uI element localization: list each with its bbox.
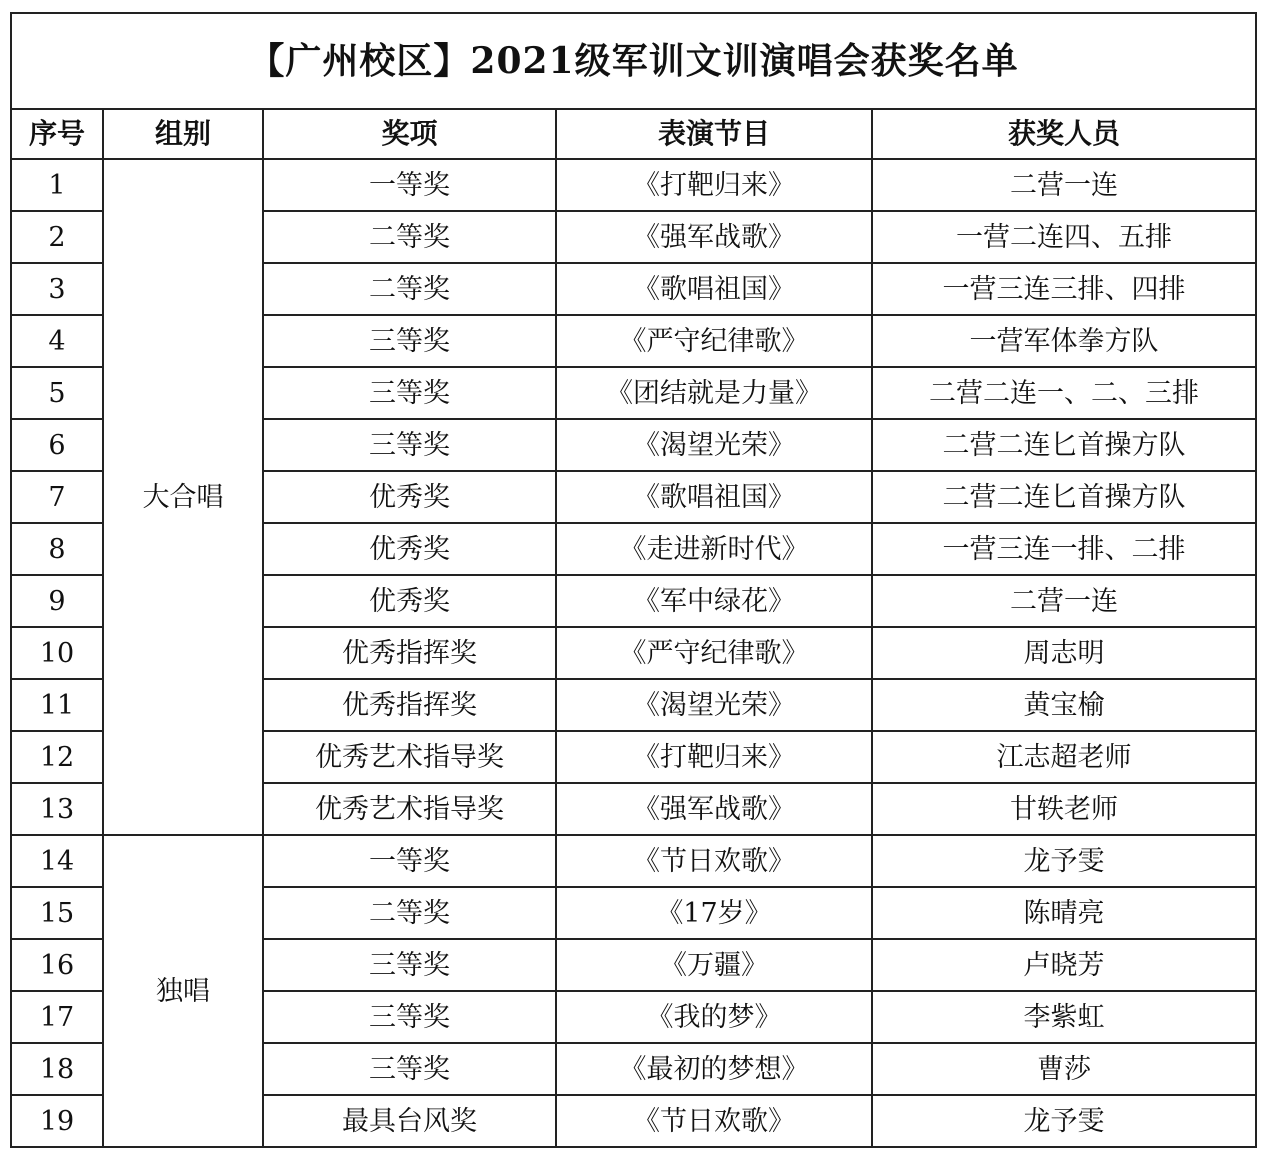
cell-winner: 二营一连 <box>872 159 1256 211</box>
cell-program: 《打靶归来》 <box>556 731 872 783</box>
cell-winner: 龙予雯 <box>872 1095 1256 1147</box>
cell-seq: 1 <box>11 159 103 211</box>
cell-award: 优秀指挥奖 <box>263 679 556 731</box>
cell-winner: 李紫虹 <box>872 991 1256 1043</box>
cell-winner: 周志明 <box>872 627 1256 679</box>
award-table <box>10 12 1257 1148</box>
header-program: 表演节目 <box>556 109 872 159</box>
table-title: 【广州校区】2021级军训文训演唱会获奖名单 <box>11 13 1256 109</box>
cell-winner: 江志超老师 <box>872 731 1256 783</box>
cell-program: 《节日欢歌》 <box>556 1095 872 1147</box>
cell-program: 《严守纪律歌》 <box>556 315 872 367</box>
cell-award: 最具台风奖 <box>263 1095 556 1147</box>
cell-award: 三等奖 <box>263 419 556 471</box>
cell-seq: 15 <box>11 887 103 939</box>
cell-group: 独唱 <box>103 835 263 1147</box>
cell-program: 《严守纪律歌》 <box>556 627 872 679</box>
cell-award: 三等奖 <box>263 991 556 1043</box>
cell-program: 《17岁》 <box>556 887 872 939</box>
cell-winner: 二营一连 <box>872 575 1256 627</box>
cell-winner: 一营军体拳方队 <box>872 315 1256 367</box>
cell-program: 《强军战歌》 <box>556 783 872 835</box>
cell-program: 《军中绿花》 <box>556 575 872 627</box>
cell-seq: 10 <box>11 627 103 679</box>
award-list-sheet <box>10 12 1255 1148</box>
cell-winner: 龙予雯 <box>872 835 1256 887</box>
cell-award: 二等奖 <box>263 263 556 315</box>
cell-award: 三等奖 <box>263 315 556 367</box>
cell-seq: 8 <box>11 523 103 575</box>
cell-seq: 18 <box>11 1043 103 1095</box>
table-row <box>11 835 1256 887</box>
cell-award: 二等奖 <box>263 211 556 263</box>
cell-award: 一等奖 <box>263 835 556 887</box>
cell-program: 《我的梦》 <box>556 991 872 1043</box>
cell-program: 《歌唱祖国》 <box>556 471 872 523</box>
cell-seq: 9 <box>11 575 103 627</box>
cell-program: 《最初的梦想》 <box>556 1043 872 1095</box>
cell-seq: 7 <box>11 471 103 523</box>
cell-seq: 14 <box>11 835 103 887</box>
cell-program: 《节日欢歌》 <box>556 835 872 887</box>
cell-winner: 一营三连一排、二排 <box>872 523 1256 575</box>
cell-seq: 5 <box>11 367 103 419</box>
cell-winner: 二营二连匕首操方队 <box>872 471 1256 523</box>
cell-program: 《打靶归来》 <box>556 159 872 211</box>
cell-program: 《团结就是力量》 <box>556 367 872 419</box>
header-winner: 获奖人员 <box>872 109 1256 159</box>
cell-seq: 3 <box>11 263 103 315</box>
header-award: 奖项 <box>263 109 556 159</box>
cell-award: 三等奖 <box>263 1043 556 1095</box>
table-row <box>11 159 1256 211</box>
cell-seq: 6 <box>11 419 103 471</box>
header-group: 组别 <box>103 109 263 159</box>
cell-group: 大合唱 <box>103 159 263 835</box>
cell-seq: 17 <box>11 991 103 1043</box>
cell-winner: 二营二连匕首操方队 <box>872 419 1256 471</box>
cell-award: 优秀奖 <box>263 471 556 523</box>
cell-program: 《万疆》 <box>556 939 872 991</box>
cell-seq: 12 <box>11 731 103 783</box>
cell-program: 《走进新时代》 <box>556 523 872 575</box>
cell-seq: 16 <box>11 939 103 991</box>
cell-seq: 4 <box>11 315 103 367</box>
cell-seq: 19 <box>11 1095 103 1147</box>
cell-program: 《渴望光荣》 <box>556 419 872 471</box>
cell-seq: 2 <box>11 211 103 263</box>
cell-award: 优秀奖 <box>263 575 556 627</box>
header-seq: 序号 <box>11 109 103 159</box>
cell-winner: 一营二连四、五排 <box>872 211 1256 263</box>
cell-award: 三等奖 <box>263 367 556 419</box>
cell-winner: 一营三连三排、四排 <box>872 263 1256 315</box>
cell-winner: 二营二连一、二、三排 <box>872 367 1256 419</box>
cell-winner: 甘轶老师 <box>872 783 1256 835</box>
cell-program: 《歌唱祖国》 <box>556 263 872 315</box>
cell-award: 二等奖 <box>263 887 556 939</box>
cell-winner: 陈晴亮 <box>872 887 1256 939</box>
cell-award: 优秀艺术指导奖 <box>263 731 556 783</box>
cell-program: 《渴望光荣》 <box>556 679 872 731</box>
cell-award: 三等奖 <box>263 939 556 991</box>
cell-award: 一等奖 <box>263 159 556 211</box>
cell-winner: 曹莎 <box>872 1043 1256 1095</box>
cell-seq: 13 <box>11 783 103 835</box>
cell-winner: 黄宝榆 <box>872 679 1256 731</box>
cell-winner: 卢晓芳 <box>872 939 1256 991</box>
cell-award: 优秀奖 <box>263 523 556 575</box>
header-row <box>11 109 1256 159</box>
table-body <box>11 159 1256 1147</box>
cell-award: 优秀艺术指导奖 <box>263 783 556 835</box>
cell-award: 优秀指挥奖 <box>263 627 556 679</box>
cell-seq: 11 <box>11 679 103 731</box>
cell-program: 《强军战歌》 <box>556 211 872 263</box>
